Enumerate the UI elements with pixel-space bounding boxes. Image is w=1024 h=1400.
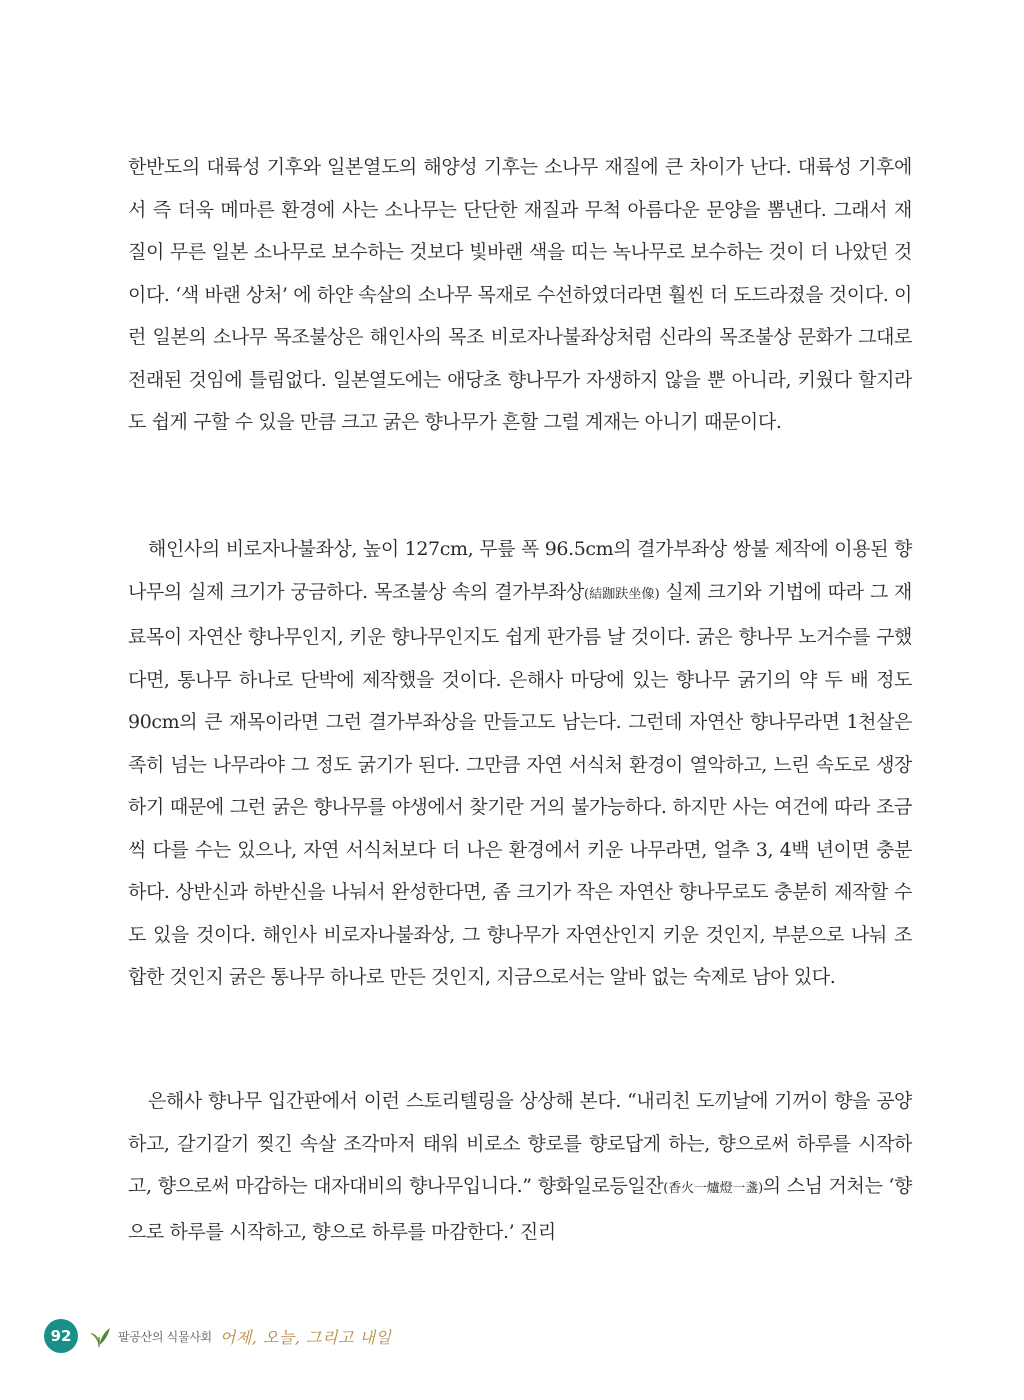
paragraph-2-text-b: 실제 크기와 기법에 따라 그 재료목이 자연산 향나무인지, 키운 향나무인지도 쉽게 판가름 날 것이다. 굵은 향나무 노거수를 구했다면, 통나무 하나로 단박에 제작했을 것이다. 은해사 마당에 있는 향나무 굵기의 약 두 배 정도 90cm의 큰 재목이라면 그런 결가부좌상을 만들고도 남는다. 그런데 자연산 향나무라면 1천살은 족히 넘는 나무라야 그 정도 굵기가 된다. 그만큼 자연 서식처 환경이 열악하고, 느린 속도로 생장하기 때문에 그런 굵은 향나무를 야생에서 찾기란 거의 불가능하다. 하지만 사는 여건에 따라 조금씩 다를 수는 있으나, 자연 서식처보다 더 나은 환경에서 키운 나무라면, 얼추 3, 4백 년이면 충분하다. 상반신과 하반신을 나눠서 완성한다면, 좀 크기가 작은 자연산 향나무로도 충분히 제작할 수도 있을 것이다. 해인사 비로자나불좌상, 그 향나무가 자연산인지 키운 것인지, 부분으로 나눠 조합한 것인지 굵은 통나무 하나로 만든 것인지, 지금으로서는 알바 없는 숙제로 남아 있다. <box>128 580 912 988</box>
paragraph-1-text: 한반도의 대륙성 기후와 일본열도의 해양성 기후는 소나무 재질에 큰 차이가 난다. 대륙성 기후에서 즉 더욱 메마른 환경에 사는 소나무는 단단한 재질과 무척 아름다운 문양을 뽐낸다. 그래서 재질이 무른 일본 소나무로 보수하는 것보다 빛바랜 색을 띠는 녹나무로 보수하는 것이 더 나았던 것이다. ‘색 바랜 상처’ 에 하얀 속살의 소나무 목재로 수선하였더라면 훨씬 더 도드라졌을 것이다. 이런 일본의 소나무 목조불상은 해인사의 목조 비로자나불좌상처럼 신라의 목조불상 문화가 그대로 전래된 것임에 틀림없다. 일본열도에는 애당초 향나무가 자생하지 않을 뿐 아니라, 키웠다 할지라도 쉽게 구할 수 있을 만큼 크고 굵은 향나무가 흔할 그럴 계재는 아니기 때문이다. <box>128 156 912 433</box>
book-title: 팔공산의 식물사회 <box>118 1329 212 1344</box>
paragraph-3 <box>128 1080 912 1253</box>
paragraph-2-text-a: 해인사의 비로자나불좌상, 높이 127cm, 무릎 폭 96.5cm의 결가부좌상 쌍불 제작에 이용된 향나무의 실제 크기가 궁금하다. 목조불상 속의 결가부좌상 <box>128 538 912 603</box>
paragraph-2-hanja: (結跏趺坐像) <box>583 586 660 602</box>
paragraph-3-text-a: 은해사 향나무 입간판에서 이런 스토리텔링을 상상해 본다. “내리친 도끼날에 기꺼이 향을 공양하고, 갈기갈기 찢긴 속살 조각마저 태워 비로소 향로를 향로답게 하는, 향으로써 하루를 시작하고, 향으로써 마감하는 대자대비의 향나무입니다.” 향화일로등일잔 <box>128 1090 912 1197</box>
paragraph-1 <box>128 146 912 444</box>
page-footer <box>44 1318 391 1354</box>
paragraph-2 <box>128 528 912 999</box>
leaf-icon <box>86 1323 112 1349</box>
page-number: 92 <box>44 1319 78 1353</box>
paragraph-3-text-b: 의 스님 거처는 ‘향으로 하루를 시작하고, 향으로 하루를 마감한다.’ 진리 <box>128 1175 912 1243</box>
book-subtitle: 어제, 오늘, 그리고 내일 <box>219 1327 392 1347</box>
paragraph-3-hanja: (香火一爐燈一盞) <box>663 1181 763 1196</box>
